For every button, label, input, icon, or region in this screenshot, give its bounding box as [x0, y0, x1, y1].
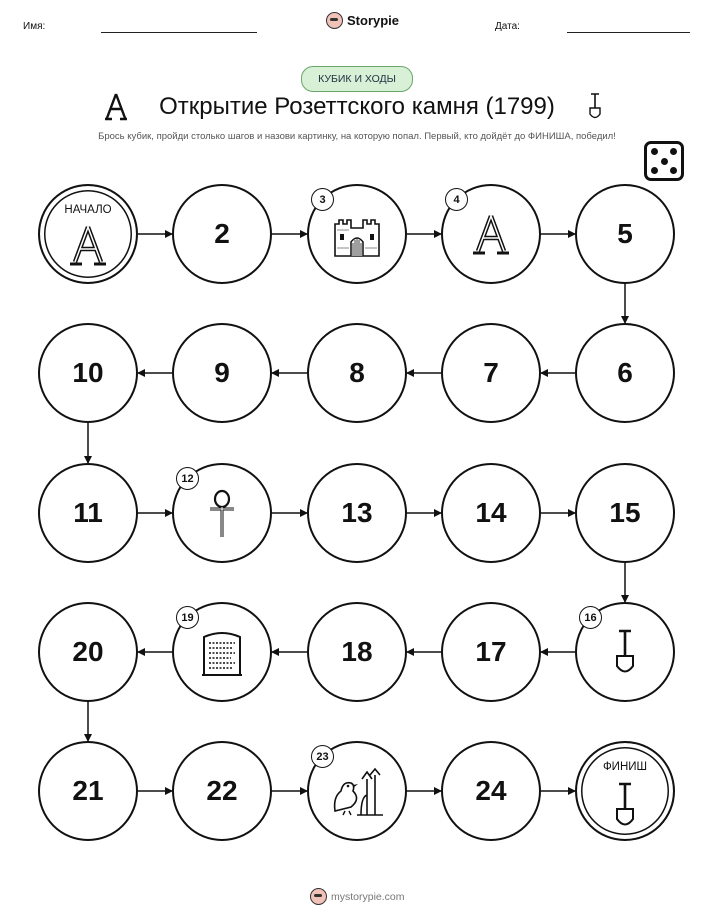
space-number: 13: [341, 497, 373, 528]
space-number: 8: [349, 357, 365, 388]
space-number: 11: [73, 497, 103, 528]
space-number: 9: [214, 357, 230, 388]
instructions: Брось кубик, пройди столько шагов и назови картинку, на которую попал. Первый, кто дойдёт до ФИНИША, победил!: [98, 131, 616, 142]
space-number: 15: [609, 497, 641, 528]
board-space-18: [307, 602, 407, 702]
space-number-tag: 19: [176, 606, 199, 629]
board-space-13: [307, 463, 407, 563]
board-space-17: [441, 602, 541, 702]
board-space-14: [441, 463, 541, 563]
alpha-letter-icon: [68, 224, 108, 273]
board-space-7: [441, 323, 541, 423]
space-number: 14: [475, 497, 507, 528]
space-number: 6: [617, 357, 633, 388]
board-space-10: [38, 323, 138, 423]
board-space-9: [172, 323, 272, 423]
date-label: Дата:: [495, 21, 520, 32]
space-number: 7: [483, 357, 499, 388]
start-label: НАЧАЛО: [64, 204, 112, 216]
bird-papyrus-icon: [327, 767, 387, 822]
board-space-23: [307, 741, 407, 841]
rosetta-stone-icon: [196, 627, 248, 684]
brand-name: Storypie: [347, 13, 400, 28]
space-number: 2: [214, 218, 230, 249]
mascot-icon: [310, 888, 327, 905]
board-space-3: [307, 184, 407, 284]
space-number: 18: [341, 636, 373, 667]
space-number: 20: [72, 636, 104, 667]
space-number: 22: [206, 775, 238, 806]
board-space-4: [441, 184, 541, 284]
board-space-6: [575, 323, 675, 423]
board-space-11: [38, 463, 138, 563]
castle-icon: [329, 212, 385, 263]
page-title: Открытие Розеттского камня (1799): [159, 93, 555, 120]
space-number: 24: [475, 775, 507, 806]
board-space-2: [172, 184, 272, 284]
finish-label: ФИНИШ: [602, 761, 648, 773]
space-number: 21: [72, 775, 104, 806]
space-number-tag: 23: [311, 745, 334, 768]
name-label: Имя:: [23, 21, 46, 32]
shovel-icon: [613, 781, 637, 836]
finish-space: [575, 741, 675, 841]
board-space-21: [38, 741, 138, 841]
shovel-icon: [613, 628, 637, 683]
space-number-tag: 12: [176, 467, 199, 490]
board-space-24: [441, 741, 541, 841]
space-number: 5: [617, 218, 633, 249]
space-number: 17: [475, 636, 507, 667]
space-number-tag: 16: [579, 606, 602, 629]
board-space-15: [575, 463, 675, 563]
board-space-8: [307, 323, 407, 423]
space-number-tag: 4: [445, 188, 468, 211]
board-space-19: [172, 602, 272, 702]
category-badge: КУБИК И ХОДЫ: [301, 66, 413, 92]
space-number: 10: [72, 357, 104, 388]
footer: [310, 888, 405, 905]
board-space-20: [38, 602, 138, 702]
footer-url: mystorypie.com: [331, 890, 405, 903]
alpha-letter-icon: [471, 213, 511, 262]
board-space-12: [172, 463, 272, 563]
ankh-icon: [207, 489, 237, 544]
space-number-tag: 3: [311, 188, 334, 211]
board-space-16: [575, 602, 675, 702]
board-space-22: [172, 741, 272, 841]
board-space-5: [575, 184, 675, 284]
start-space: [38, 184, 138, 284]
